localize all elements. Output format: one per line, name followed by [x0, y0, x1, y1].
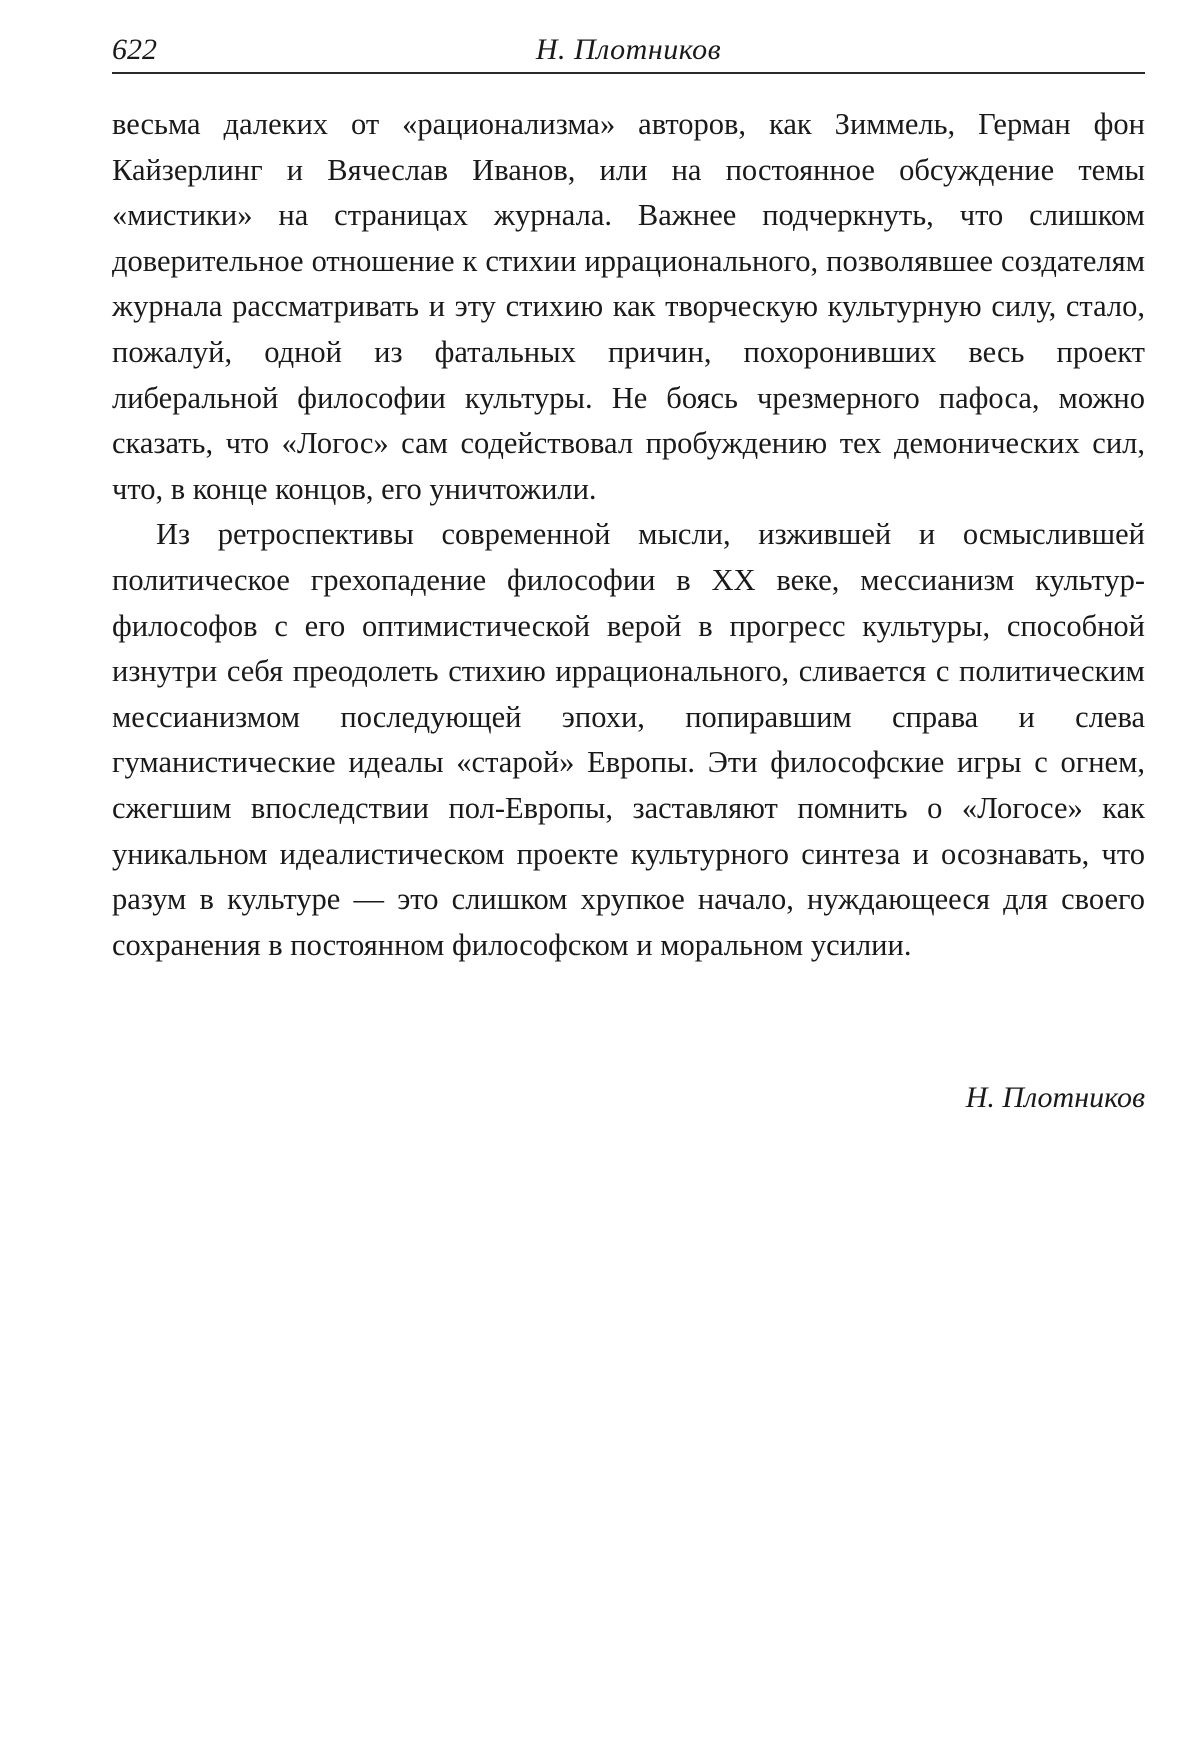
paragraph-1: весьма далеких от «рационализма» авторов, как Зиммель, Герман фон Кайзерлинг и Вячеслав Иванов, или на постоянное обсуждение темы «мистики» на страницах журнала. Важнее подчеркнуть, что слишком доверительное отношение к стихии иррационального, позволявшее создателям журнала рассматривать и эту стихию как творческую культурную силу, стало, пожалуй, одной из фатальных причин, похоронивших весь проект либеральной философии культуры. Не боясь чрезмерного пафоса, можно сказать, что «Логос» сам содействовал пробуждению тех демонических сил, что, в конце концов, его уничтожили.	[112, 107, 1145, 506]
running-head	[112, 30, 1145, 74]
author-signature: Н. Плотников	[965, 1081, 1145, 1114]
body-text	[112, 102, 1145, 968]
paragraph-2: Из ретроспективы современной мысли, изжившей и осмыслившей политическое грехопадение философии в XX веке, мессианизм культур-философов с его оптимистической верой в прогресс культуры, способной изнутри себя преодолеть стихию иррационального, сливается с политическим мессианизмом последующей эпохи, попиравшим справа и слева гуманистические идеалы «старой» Европы. Эти философские игры с огнем, сжегшим впоследствии пол-Европы, заставляют помнить о «Логосе» как уникальном идеалистическом проекте культурного синтеза и осознавать, что разум в культуре — это слишком хрупкое начало, нуждающееся для своего сохранения в постоянном философском и моральном усилии.	[112, 517, 1145, 962]
running-title: Н. Плотников	[535, 33, 722, 66]
page-number: 622	[112, 33, 157, 66]
